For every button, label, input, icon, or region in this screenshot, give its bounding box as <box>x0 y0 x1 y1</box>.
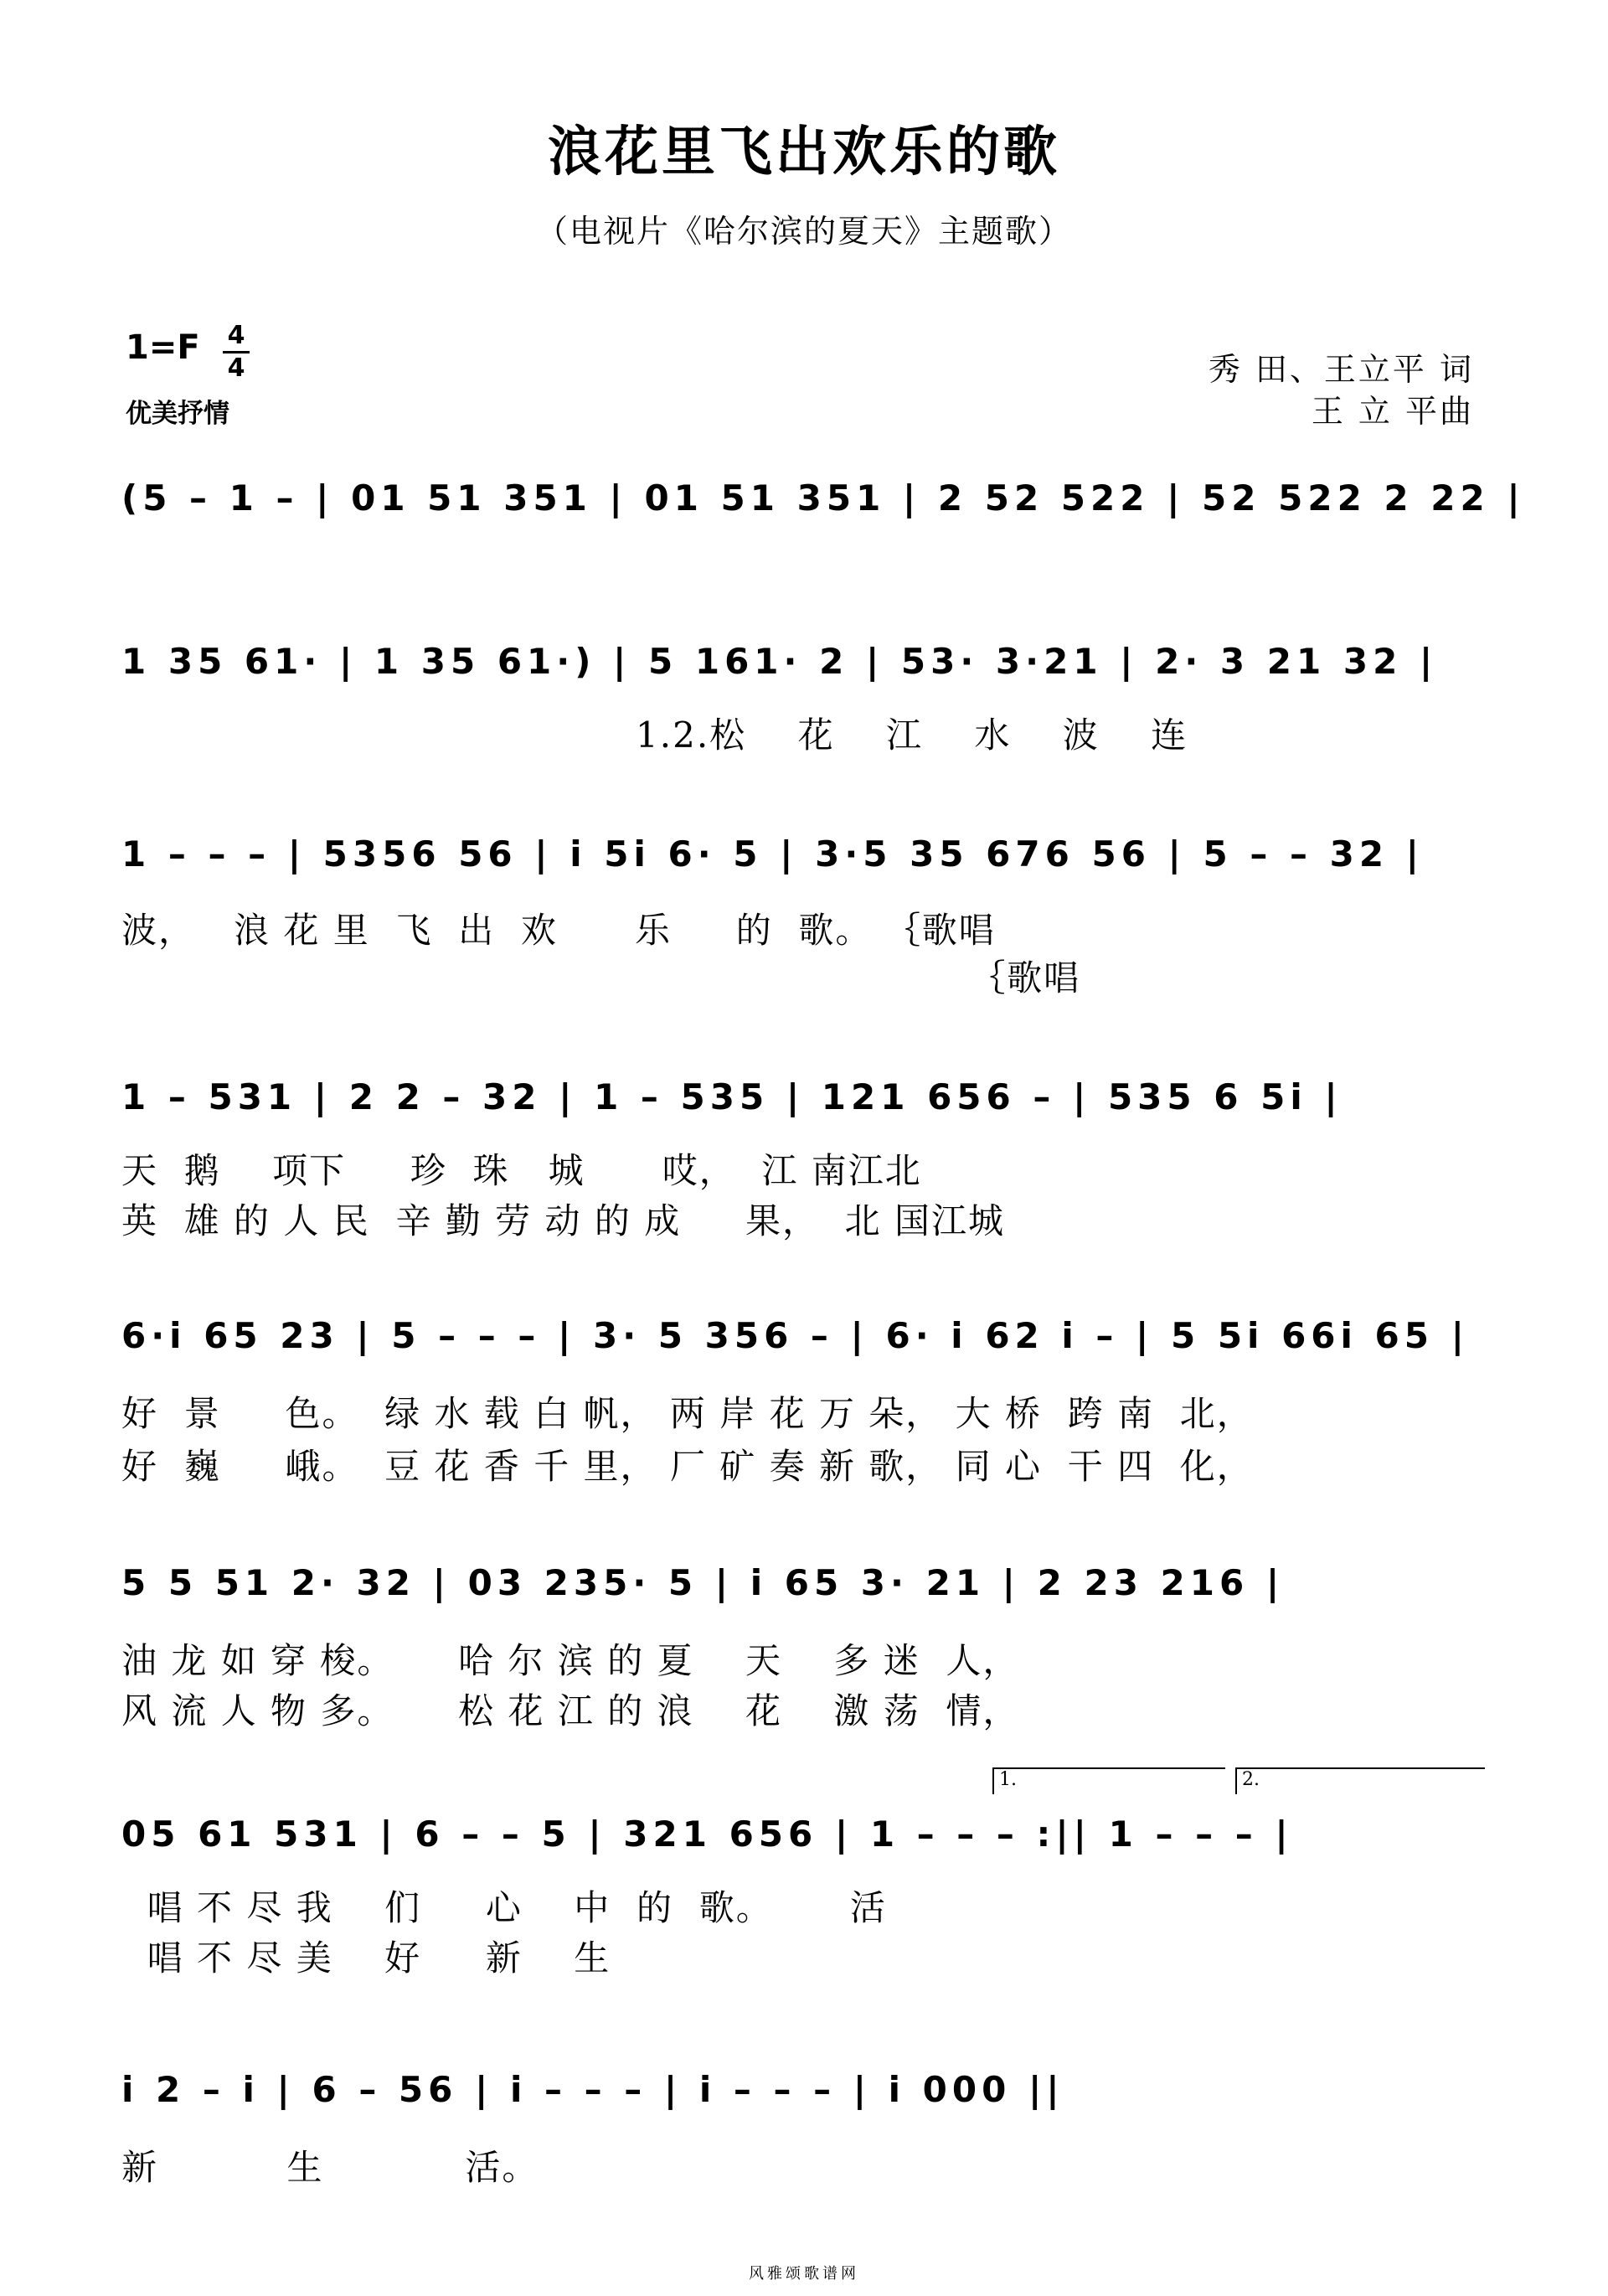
site-watermark: 风雅颂歌谱网 <box>749 2265 859 2283</box>
lyric-line: 唱 不 尽 我 们 心 中 的 歌。 活 <box>121 1887 887 1928</box>
score-system-2 <box>121 628 1487 695</box>
lyric-line: 风 流 人 物 多。 松 花 江 的 浪 花 激 荡 情， <box>121 1690 1020 1731</box>
notation-line: 6·i 65 23 | 5 – – – | 3· 5 356 – | 6· i 62 i – | 5 5i 66i 65 | <box>121 1315 1469 1356</box>
score-system-1 <box>121 465 1525 532</box>
tempo-marking: 优美抒情 <box>126 399 229 429</box>
lyric-line: 英 雄 的 人 民 辛 勤 劳 动 的 成 果， 北 国江城 <box>121 1200 1006 1241</box>
lyric-line: 新 生 活。 <box>121 2147 539 2188</box>
lyric-line: 油 龙 如 穿 梭。 哈 尔 滨 的 夏 天 多 迷 人， <box>121 1640 1020 1681</box>
lyric-line: 天 鹅 项下 珍 珠 城 哎， 江 南江北 <box>121 1150 922 1191</box>
lyric-line: 波， 浪 花 里 飞 出 欢 乐 的 歌。 ｛歌唱 <box>121 910 996 951</box>
notation-line: 1 – 531 | 2 2 – 32 | 1 – 535 | 121 656 – | 535 6 5i | <box>121 1076 1343 1117</box>
notation-line: 05 61 531 | 6 – – 5 | 321 656 | 1 – – – :|| 1 – – – | <box>121 1814 1293 1855</box>
song-title: 浪花里飞出欢乐的歌 <box>548 121 1060 183</box>
key-signature: 1=F <box>126 328 200 367</box>
lyric-line: 好 巍 峨。 豆 花 香 千 里， 厂 矿 奏 新 歌， 同 心 干 四 化， <box>121 1446 1254 1487</box>
score-system-5 <box>121 1303 1487 1370</box>
lyric-line: ｛歌唱 <box>121 957 1081 998</box>
score-system-8 <box>121 2056 1487 2123</box>
meter-bottom: 4 <box>227 353 245 383</box>
notation-line: 1 – – – | 5356 56 | i 5i 6· 5 | 3·5 35 676 56 | 5 – – 32 | <box>121 833 1425 875</box>
lyric-line: 唱 不 尽 美 好 新 生 <box>121 1937 611 1979</box>
song-subtitle: （电视片《哈尔滨的夏天》主题歌） <box>535 213 1072 250</box>
score-system-7 <box>121 1801 1487 1868</box>
lyric-line: 好 景 色。 绿 水 载 白 帆， 两 岸 花 万 朵， 大 桥 跨 南 北， <box>121 1393 1254 1434</box>
lyric-line: 1.2.松 花 江 水 波 连 <box>121 715 1188 756</box>
composer-credit: 王 立 平曲 <box>1311 393 1474 430</box>
meter-top: 4 <box>227 321 245 350</box>
score-system-6 <box>121 1550 1487 1617</box>
time-signature <box>219 322 253 382</box>
lyricist-credit: 秀 田、王立平 词 <box>1208 351 1474 388</box>
score-system-3 <box>121 821 1487 888</box>
notation-line: i 2 – i | 6 – 56 | i – – – | i – – – | i 000 || <box>121 2069 1064 2110</box>
notation-line: (5 – 1 – | 01 51 351 | 01 51 351 | 2 52 522 | 52 522 2 22 | <box>121 477 1525 519</box>
notation-line: 5 5 51 2· 32 | 03 235· 5 | i 65 3· 21 | 2 23 216 | <box>121 1562 1285 1603</box>
volta-first-ending: 1. <box>992 1767 1225 1794</box>
notation-line: 1 35 61· | 1 35 61·) | 5 161· 2 | 53· 3·21 | 2· 3 21 32 | <box>121 641 1438 682</box>
volta-second-ending: 2. <box>1235 1767 1485 1794</box>
score-system-4 <box>121 1064 1487 1131</box>
